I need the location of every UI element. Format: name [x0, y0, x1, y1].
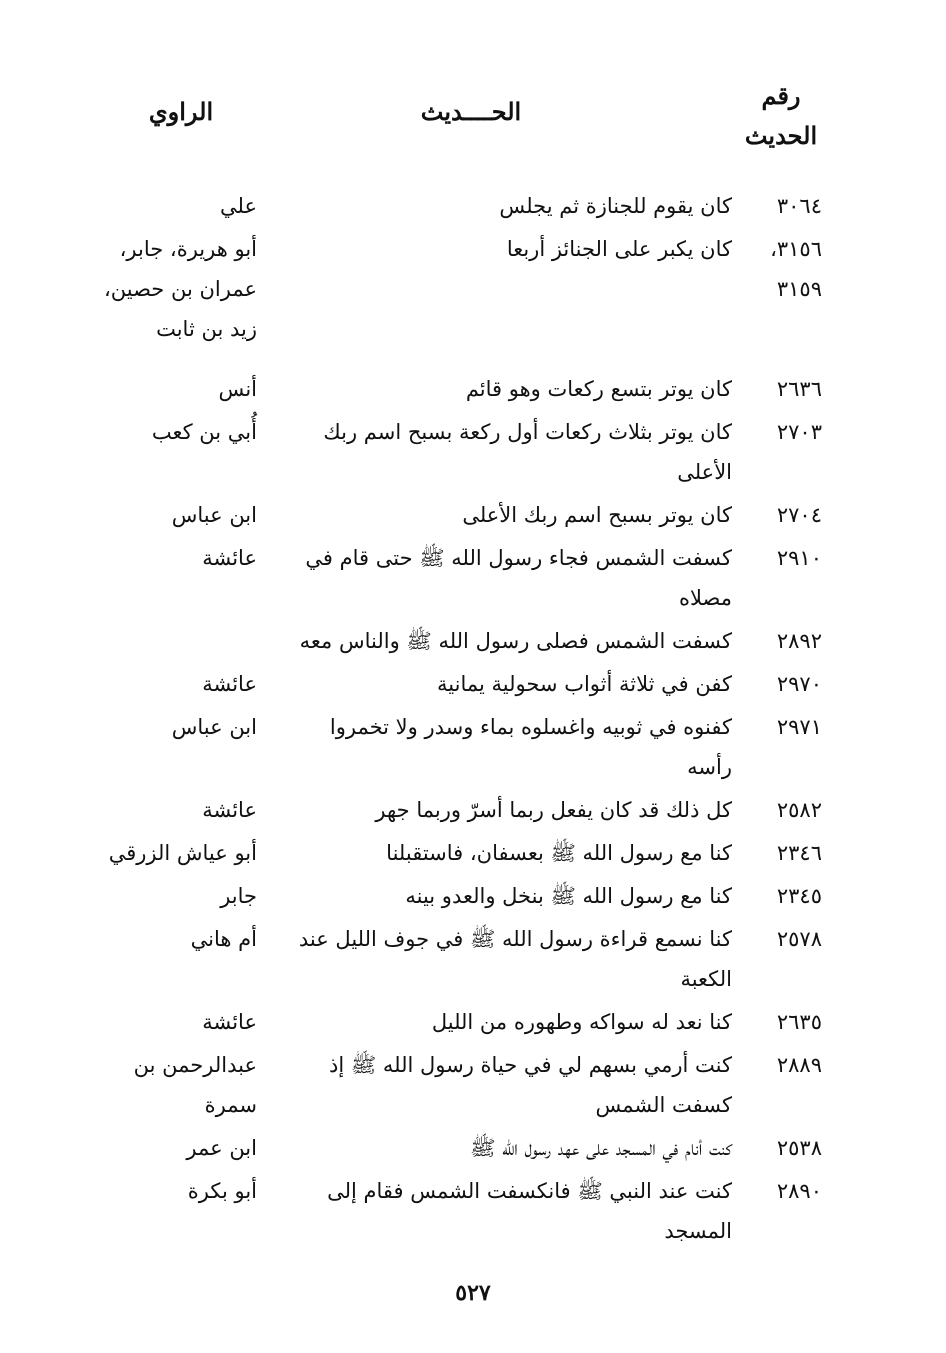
hadith-number: ٢٦٣٦ [776, 377, 822, 401]
narrator: عائشة [202, 1010, 257, 1034]
hadith-index-list [82, 186, 822, 1254]
hadith-text: كان يوتر بثلاث ركعات أول ركعة بسبح اسم ربك الأعلى [323, 420, 732, 484]
narrator: أُبي بن كعب [151, 420, 257, 444]
narrator: عائشة [202, 546, 257, 570]
narrator: عبدالرحمن بن سمرة [133, 1053, 257, 1117]
hadith-text: كنا مع رسول الله ﷺ بنخل والعدو بينه [405, 884, 732, 908]
hadith-text: كان يوتر بسبح اسم ربك الأعلى [462, 503, 732, 527]
index-entry [82, 876, 822, 916]
index-entry [82, 1045, 822, 1125]
index-entry [82, 1171, 822, 1251]
hadith-number: ٣١٥٦، ٣١٥٩ [770, 237, 822, 301]
index-entry [82, 919, 822, 999]
header-narrator: الراوي [148, 97, 214, 126]
narrator: أبو هريرة، جابر، عمران بن حصين، زيد بن ثابت [104, 237, 257, 341]
index-entry [82, 707, 822, 787]
index-entry [82, 833, 822, 873]
hadith-text: كسفت الشمس فجاء رسول الله ﷺ حتى قام في مصلاه [305, 546, 732, 610]
hadith-text: كنا نسمع قراءة رسول الله ﷺ في جوف الليل عند الكعبة [298, 927, 732, 991]
hadith-text: كسفت الشمس فصلى رسول الله ﷺ والناس معه [299, 629, 732, 653]
narrator: ابن عباس [171, 715, 257, 739]
hadith-number: ٢٥٨٢ [776, 798, 822, 822]
narrator: جابر [220, 884, 257, 908]
hadith-number: ٢٩١٠ [776, 546, 822, 570]
hadith-text: كنا مع رسول الله ﷺ بعسفان، فاستقبلنا [386, 841, 732, 865]
narrator: عائشة [202, 672, 257, 696]
hadith-text: كنت عند النبي ﷺ فانكسفت الشمس فقام إلى المسجد [327, 1179, 732, 1243]
hadith-number: ٢٨٩٢ [776, 629, 822, 653]
narrator: أنس [218, 377, 257, 401]
hadith-text: كفن في ثلاثة أثواب سحولية يمانية [437, 672, 732, 696]
index-entry [82, 538, 822, 618]
hadith-number: ٢٧٠٤ [776, 503, 822, 527]
hadith-number: ٢٨٩٠ [776, 1179, 822, 1203]
index-entry [82, 369, 822, 409]
hadith-text: كنت أنام في المسجد على عهد رسول الله ﷺ [470, 1136, 732, 1160]
hadith-number: ٢٣٤٦ [776, 841, 822, 865]
hadith-number: ٢٣٤٥ [776, 884, 822, 908]
narrator: ابن عمر [186, 1136, 257, 1160]
index-entry [82, 412, 822, 492]
header-hadith-text: الحــــديث [420, 97, 522, 126]
index-entry [82, 621, 822, 661]
hadith-number: ٣٠٦٤ [776, 194, 822, 218]
narrator: علي [220, 194, 257, 218]
hadith-number: ٢٨٨٩ [776, 1053, 822, 1077]
hadith-text: كل ذلك قد كان يفعل ربما أسرّ وربما جهر [375, 798, 732, 822]
index-entry [82, 1002, 822, 1042]
hadith-number: ٢٥٧٨ [776, 927, 822, 951]
hadith-text: كفنوه في ثوبيه واغسلوه بماء وسدر ولا تخمروا رأسه [329, 715, 732, 779]
index-entry [82, 186, 822, 226]
index-entry [82, 229, 822, 349]
narrator: عائشة [202, 798, 257, 822]
hadith-text: كان يقوم للجنازة ثم يجلس [499, 194, 732, 218]
hadith-number: ٢٩٧١ [776, 715, 822, 739]
index-entry [82, 1128, 822, 1168]
hadith-text: كنت أرمي بسهم لي في حياة رسول الله ﷺ إذ كسفت الشمس [329, 1053, 732, 1117]
hadith-number: ٢٩٧٠ [776, 672, 822, 696]
hadith-text: كان يكبر على الجنائز أربعا [506, 237, 732, 261]
narrator: أبو بكرة [187, 1179, 257, 1203]
page-number: ٥٢٧ [455, 1280, 491, 1306]
hadith-number: ٢٥٣٨ [776, 1136, 822, 1160]
index-entry [82, 495, 822, 535]
narrator: أم هاني [190, 927, 257, 951]
index-entry [82, 790, 822, 830]
index-entry [82, 664, 822, 704]
hadith-text: كان يوتر بتسع ركعات وهو قائم [465, 377, 732, 401]
header-hadith-number: رقم الحديث [744, 81, 818, 150]
hadith-text: كنا نعد له سواكه وطهوره من الليل [431, 1010, 732, 1034]
hadith-number: ٢٧٠٣ [776, 420, 822, 444]
narrator: أبو عياش الزرقي [108, 841, 257, 865]
narrator: ابن عباس [171, 503, 257, 527]
hadith-number: ٢٦٣٥ [776, 1010, 822, 1034]
